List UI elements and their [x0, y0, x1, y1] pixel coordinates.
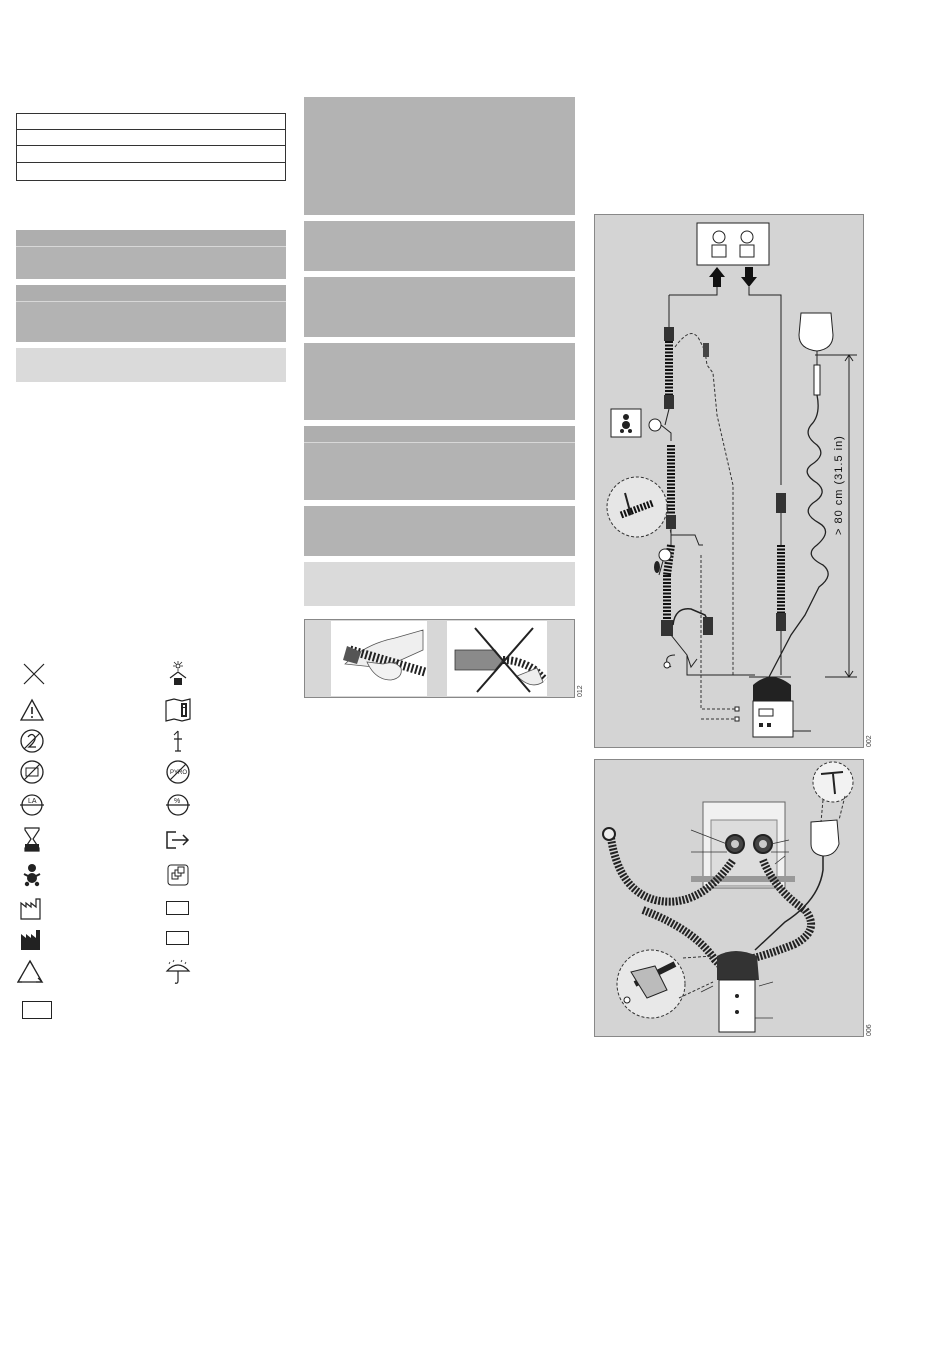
recycle-icon: [16, 958, 44, 986]
do-not-sterilize-icon: [18, 758, 46, 786]
redacted-block: [304, 343, 575, 420]
svg-text:LA: LA: [28, 798, 37, 805]
svg-text:PYRO: PYRO: [170, 770, 188, 776]
info-table-row: [16, 129, 286, 146]
expiry-hourglass-icon: [18, 826, 46, 854]
figure-code-label: 012: [577, 685, 584, 697]
redacted-block: [304, 506, 575, 556]
single-use-icon: [18, 727, 46, 755]
lot-box-icon: [166, 931, 189, 945]
redacted-block: [304, 426, 575, 500]
manufacturer-icon: [18, 926, 46, 954]
svg-text:%: %: [174, 798, 181, 805]
reference-box-icon: [166, 901, 189, 915]
circuit-diagram-figure: [594, 214, 864, 748]
warning-triangle-icon: [18, 696, 46, 724]
redacted-block: [16, 230, 286, 279]
redacted-block: [16, 285, 286, 342]
redacted-block: [304, 97, 575, 215]
export-icon: [164, 826, 192, 854]
pediatric-icon: [18, 861, 46, 889]
info-table-row: [16, 162, 286, 181]
humidity-limit-icon: [164, 791, 192, 819]
figure-code-label: 002: [866, 735, 873, 747]
manufacture-date-icon: [18, 895, 46, 923]
non-pyrogenic-icon: [164, 758, 192, 786]
height-dimension-label: > 80 cm (31.5 in): [833, 435, 845, 535]
do-not-use-icon: [20, 660, 48, 688]
note-block: [16, 348, 286, 382]
hose-handling-figure: [304, 619, 575, 698]
latex-free-icon: [18, 791, 46, 819]
note-block: [304, 562, 575, 606]
consult-instructions-icon: [164, 696, 192, 724]
label-box-icon: [22, 1001, 52, 1019]
figure-code-label: 006: [866, 1024, 873, 1036]
info-table-row: [16, 145, 286, 163]
package-quantity-icon: [164, 861, 192, 889]
keep-dry-icon: [164, 958, 192, 986]
assembly-photo-figure: [594, 759, 864, 1037]
redacted-block: [304, 221, 575, 271]
redacted-block: [304, 277, 575, 337]
temperature-limit-icon: [164, 727, 192, 755]
protect-from-light-icon: [164, 660, 192, 688]
info-table-row: [16, 113, 286, 130]
